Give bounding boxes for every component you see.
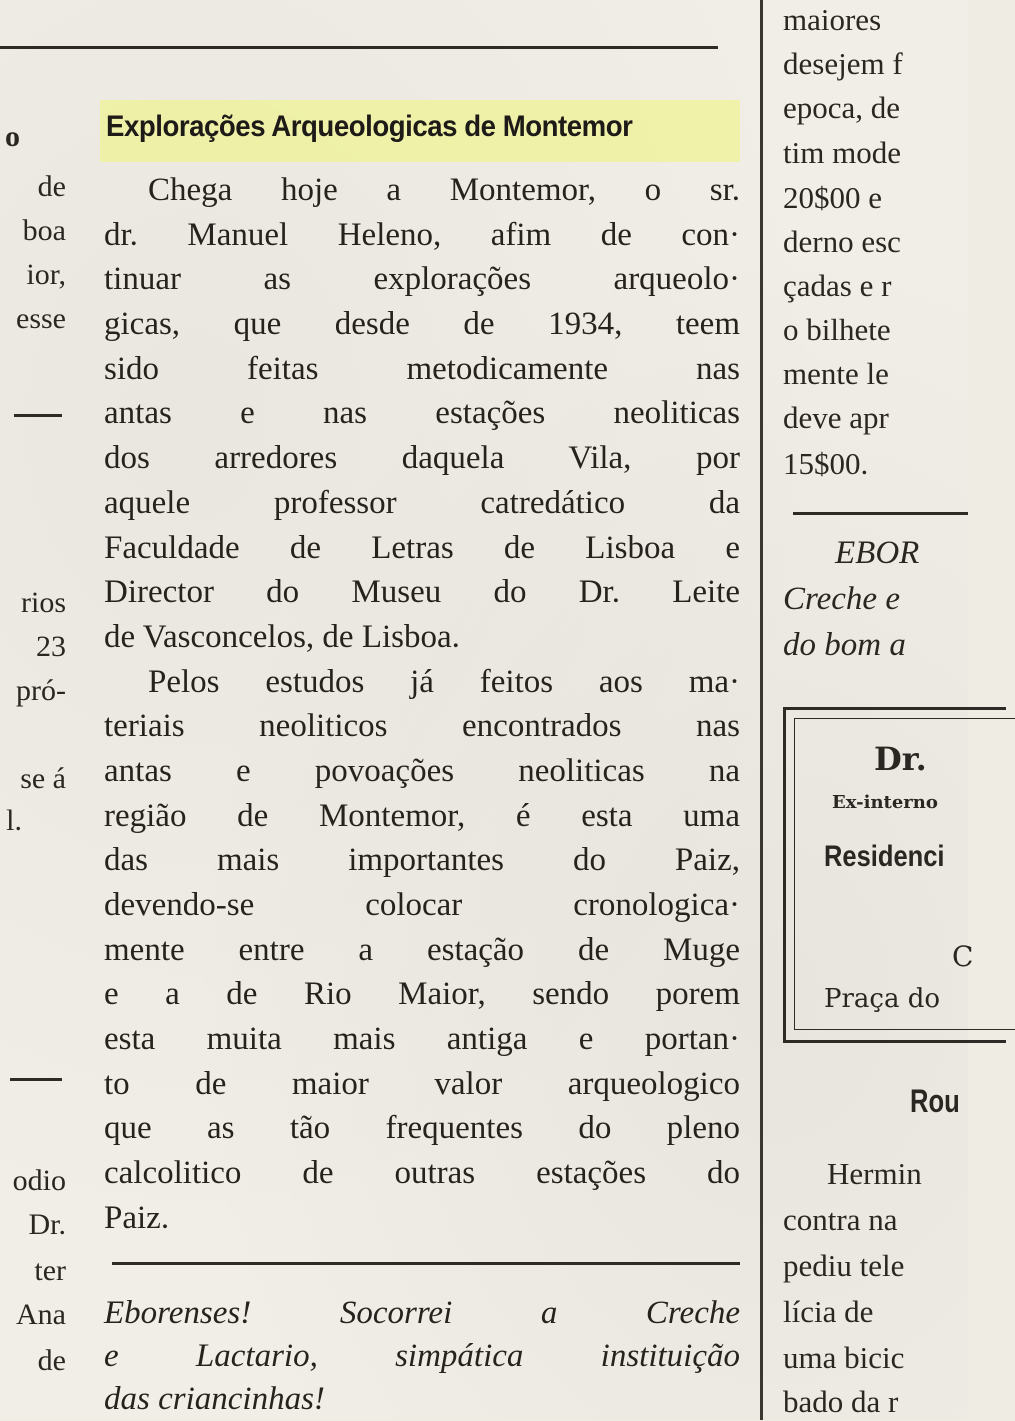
right-fragment-line: o bilhete bbox=[783, 312, 891, 347]
article-line: Chega hoje a Montemor, o sr. bbox=[148, 172, 740, 208]
column-divider bbox=[760, 0, 763, 1420]
left-fragment-line: ter bbox=[34, 1254, 66, 1287]
ad-letter: C bbox=[952, 940, 974, 973]
article-body bbox=[104, 168, 740, 1241]
article-line: de Vasconcelos, de Lisboa. bbox=[104, 618, 460, 655]
right-fragment-line: desejem f bbox=[783, 46, 903, 81]
article-line: Faculdade de Letras de Lisboa e bbox=[104, 529, 740, 566]
left-fragment-line: l. bbox=[6, 804, 22, 837]
ad-title: Dr. bbox=[874, 740, 927, 778]
right-fragment-line: contra na bbox=[783, 1202, 898, 1237]
right-italic-line: EBOR bbox=[835, 535, 920, 571]
article bbox=[100, 0, 748, 1420]
left-fragment-line: odio bbox=[12, 1164, 66, 1197]
article-line: Director do Museu do Dr. Leite bbox=[104, 574, 740, 611]
article-headline-highlight bbox=[100, 100, 740, 162]
left-fragment-line: 23 bbox=[36, 630, 66, 663]
right-fragment-line: 15$00. bbox=[783, 446, 869, 481]
right-italic-line: Creche e bbox=[783, 581, 900, 617]
article-line: sido feitas metodicamente nas bbox=[104, 350, 740, 387]
left-fragment-line: de bbox=[37, 1344, 66, 1377]
article-line: que as tão frequentes do pleno bbox=[104, 1110, 740, 1147]
appeal-line: Eborenses! Socorrei a Creche bbox=[104, 1295, 740, 1331]
article-line: dr. Manuel Heleno, afim de con· bbox=[104, 216, 740, 253]
article-line: Paiz. bbox=[104, 1199, 170, 1236]
left-fragment-line: rios bbox=[21, 586, 66, 619]
ad-residence: Residenci bbox=[824, 840, 945, 873]
left-divider bbox=[14, 414, 62, 417]
left-fragment-line: de bbox=[37, 170, 66, 203]
right-fragment-line: tim mode bbox=[783, 135, 901, 170]
left-fragment-line: esse bbox=[16, 302, 66, 335]
right-fragment-line: 20$00 e bbox=[783, 180, 883, 215]
article-line: antas e nas estações neoliticas bbox=[104, 395, 740, 432]
left-fragment-line: Ana bbox=[16, 1298, 66, 1331]
ad-subtitle: Ex-interno bbox=[832, 792, 938, 813]
right-fragment-line: bado da r bbox=[783, 1384, 899, 1419]
article-line: esta muita mais antiga e portan· bbox=[104, 1021, 740, 1058]
left-fragment-line: boa bbox=[22, 214, 66, 247]
article-line: dos arredores daquela Vila, por bbox=[104, 440, 740, 477]
article-line: devendo-se colocar cronologica· bbox=[104, 887, 740, 923]
right-fragment-line: maiores bbox=[783, 2, 882, 37]
left-divider bbox=[10, 1078, 62, 1081]
right-fragment-line: çadas e r bbox=[783, 268, 892, 303]
article-line: Pelos estudos já feitos aos ma· bbox=[148, 663, 740, 700]
article-line: mente entre a estação de Muge bbox=[104, 931, 740, 968]
left-fragment-line: se á bbox=[20, 762, 66, 795]
appeal-line: das criancinhas! bbox=[104, 1381, 325, 1417]
right-section-heading: Rou bbox=[910, 1083, 960, 1119]
right-fragment-line: pediu tele bbox=[783, 1248, 905, 1283]
article-headline: Explorações Arqueologicas de Montemor bbox=[106, 110, 633, 143]
ad-address: Praça do bbox=[824, 984, 941, 1014]
article-line: teriais neoliticos encontrados nas bbox=[104, 708, 740, 745]
article-line: gicas, que desde de 1934, teem bbox=[104, 306, 740, 343]
advertisement-box bbox=[783, 707, 1006, 1043]
article-line: aquele professor catredático da bbox=[104, 484, 740, 521]
article-line: e a de Rio Maior, sendo porem bbox=[104, 976, 740, 1013]
right-fragment-line: uma bicic bbox=[783, 1340, 905, 1375]
right-fragment-line: mente le bbox=[783, 356, 889, 391]
article-line: to de maior valor arqueologico bbox=[104, 1065, 740, 1102]
right-divider bbox=[793, 512, 968, 515]
left-column-fragment bbox=[0, 0, 68, 1420]
right-fragment-line: lícia de bbox=[783, 1294, 874, 1329]
right-fragment-line: derno esc bbox=[783, 224, 901, 259]
left-fragment-line: ior, bbox=[26, 258, 66, 291]
appeal-line: e Lactario, simpática instituição bbox=[104, 1338, 740, 1374]
right-column-fragment bbox=[765, 0, 974, 1420]
article-line: das mais importantes do Paiz, bbox=[104, 842, 740, 879]
article-line: tinuar as explorações arqueolo· bbox=[104, 261, 740, 298]
article-divider bbox=[112, 1262, 740, 1265]
article-line: região de Montemor, é esta uma bbox=[104, 797, 740, 834]
article-line: calcolitico de outras estações do bbox=[104, 1155, 740, 1192]
article-line: antas e povoações neoliticas na bbox=[104, 752, 740, 789]
right-italic-line: do bom a bbox=[783, 627, 906, 663]
left-fragment-line: pró- bbox=[16, 674, 66, 707]
right-fragment-line: Hermin bbox=[827, 1156, 922, 1191]
left-fragment-line: Dr. bbox=[28, 1208, 66, 1241]
appeal-notice bbox=[104, 1292, 740, 1421]
left-fragment-line: o bbox=[5, 120, 20, 153]
right-fragment-line: epoca, de bbox=[783, 90, 901, 125]
right-fragment-line: deve apr bbox=[783, 400, 889, 435]
